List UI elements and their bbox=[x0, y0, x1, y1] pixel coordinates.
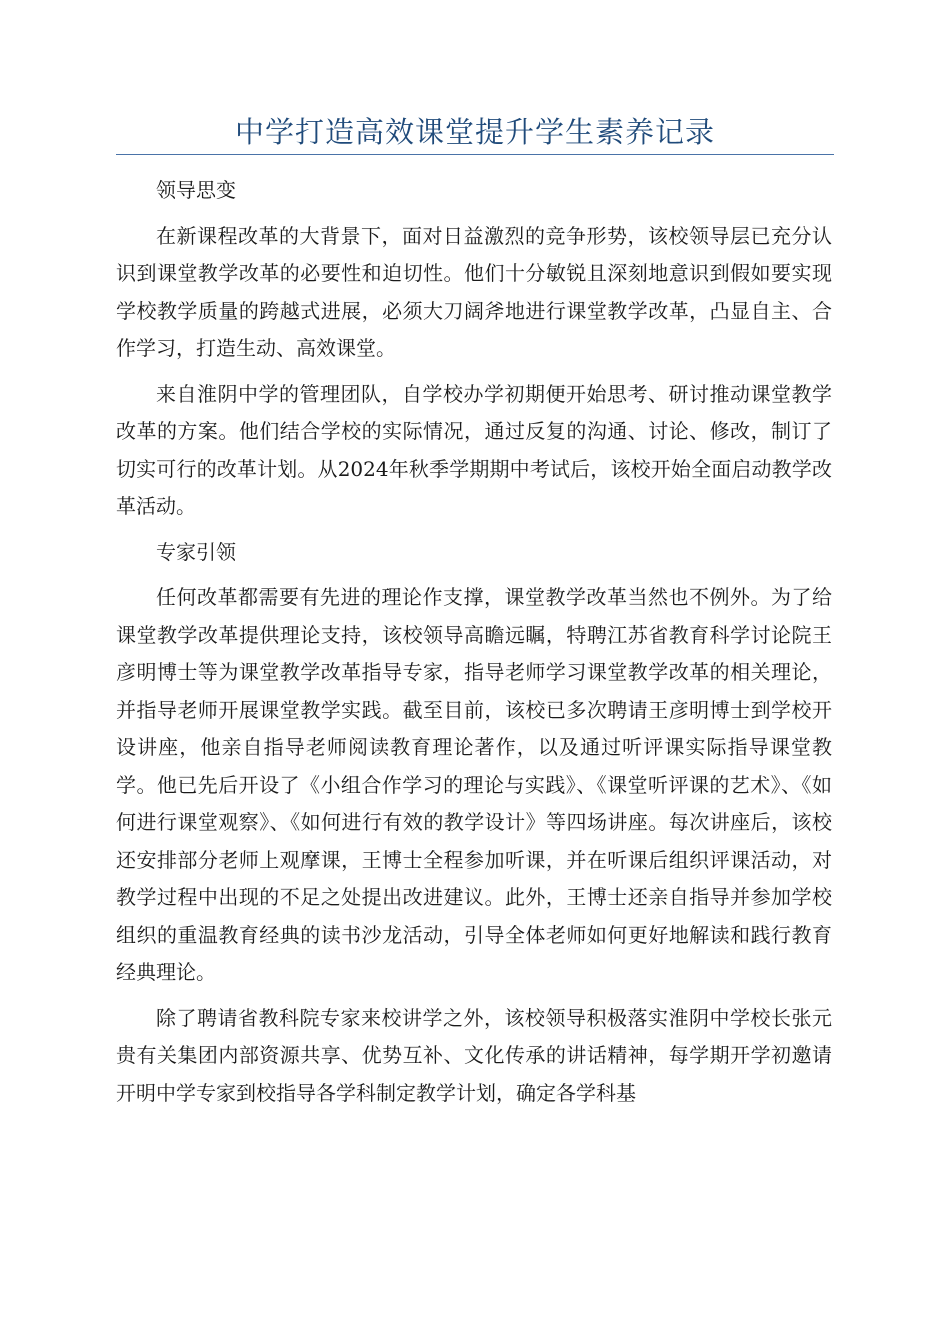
document-body bbox=[116, 172, 832, 1120]
document-title: 中学打造高效课堂提升学生素养记录 bbox=[234, 115, 715, 149]
paragraph: 来自淮阴中学的管理团队，自学校办学初期便开始思考、研讨推动课堂教学改革的方案。他们结合学校的实际情况，通过反复的沟通、讨论、修改，制订了切实可行的改革计划。从2024年秋季学期期中考试后，该校开始全面启动教学改革活动。 bbox=[116, 381, 832, 518]
paragraph: 在新课程改革的大背景下，面对日益激烈的竞争形势，该校领导层已充分认识到课堂教学改革的必要性和迫切性。他们十分敏锐且深刻地意识到假如要实现学校教学质量的跨越式进展，必须大刀阔斧地进行课堂教学改革，凸显自主、合作学习，打造生动、高效课堂。 bbox=[116, 223, 832, 360]
paragraph: 任何改革都需要有先进的理论作支撑，课堂教学改革当然也不例外。为了给课堂教学改革提供理论支持，该校领导高瞻远瞩，特聘江苏省教育科学讨论院王彦明博士等为课堂教学改革指导专家，指导老师学习课堂教学改革的相关理论，并指导老师开展课堂教学实践。截至目前，该校已多次聘请王彦明博士到学校开设讲座，他亲自指导老师阅读教育理论著作，以及通过听评课实际指导课堂教学。他已先后开设了《小组合作学习的理论与实践》、《课堂听评课的艺术》、《如何进行课堂观察》、《如何进行有效的教学设计》等四场讲座。每次讲座后，该校还安排部分老师上观摩课，王博士全程参加听课，并在听课后组织评课活动，对教学过程中出现的不足之处提出改进建议。此外，王博士还亲自指导并参加学校组织的重温教育经典的读书沙龙活动，引导全体老师如何更好地解读和践行教育经典理论。 bbox=[116, 585, 832, 984]
section-heading-expert: 专家引领 bbox=[156, 539, 236, 564]
paragraph: 除了聘请省教科院专家来校讲学之外，该校领导积极落实淮阴中学校长张元贵有关集团内部资源共享、优势互补、文化传承的讲话精神，每学期开学初邀请开明中学专家到校指导各学科制定教学计划，确定各学科基 bbox=[116, 1005, 832, 1105]
section-heading-leadership: 领导思变 bbox=[156, 178, 236, 202]
title-underline bbox=[116, 154, 834, 155]
